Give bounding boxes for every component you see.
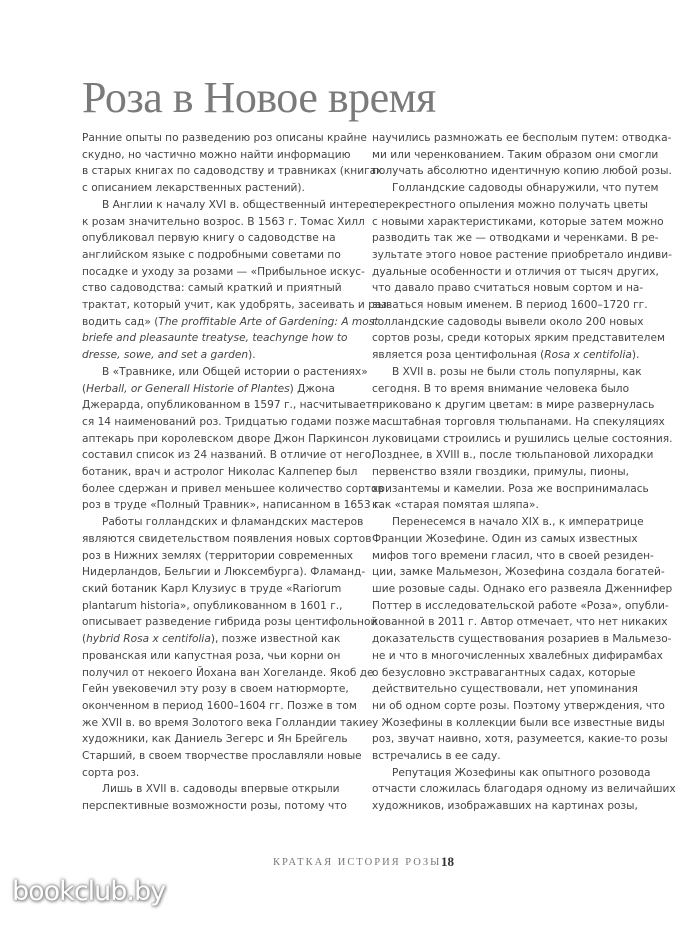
text-segment: ( [82, 382, 87, 395]
text-segment: ни об одном сорте розы. Поэтому утверждения, что [372, 699, 665, 712]
text-segment: что давало право считаться новым сортом и на- [372, 282, 644, 295]
italic-text: Rosa x centifolia [544, 349, 632, 362]
text-segment: описывает разведение гибрида розы центифольной [82, 616, 378, 629]
text-line [82, 447, 375, 464]
text-segment: посадке и уходу за розами — «Прибыльное искус- [82, 265, 365, 278]
text-line [82, 397, 376, 414]
text-line [82, 214, 372, 231]
text-segment: Лишь в XVII в. садоводы впервые открыли [102, 783, 340, 796]
text-line [82, 247, 372, 264]
text-line [372, 765, 657, 782]
text-segment: Работы голландских и фламандских мастеров [102, 516, 364, 529]
text-segment: мифов того времени гласил, что в своей резиден- [372, 549, 654, 562]
text-line [372, 581, 673, 598]
text-segment: составил список из 24 названий. В отличие от него, [82, 449, 375, 462]
text-line [82, 665, 372, 682]
text-segment: перспективные возможности розы, потому что [82, 800, 347, 813]
text-line [372, 614, 668, 631]
text-segment: не и что в многочисленных хвалебных дифирамбах [372, 649, 663, 662]
text-segment: встречались в ее саду. [372, 750, 501, 763]
text-segment: луковицами строились и рушились целые состояния. [372, 432, 673, 445]
text-segment: хризантемы и камелии. Роза же воспринималась [372, 482, 649, 495]
text-segment: plantarum historia», опубликованном в 1601 г., [82, 599, 343, 612]
text-line [82, 497, 383, 514]
text-line [372, 781, 676, 798]
text-segment: с новыми характеристиками, которые затем можно [372, 215, 664, 228]
text-line [372, 665, 657, 682]
text-segment: скудно, но частично можно найти информацию [82, 148, 351, 161]
text-segment: оконченном в период 1600–1604 гг. Позже в том [82, 699, 357, 712]
text-segment: ) Джона [289, 382, 335, 395]
text-line [372, 431, 673, 448]
text-line [372, 264, 657, 281]
text-line [82, 715, 372, 732]
text-segment: кованной в 2011 г. Автор отмечает, что нет никаких [372, 616, 668, 629]
text-line [372, 531, 657, 548]
text-segment: опубликовал первую книгу о садоводстве на [82, 232, 336, 245]
text-segment: ). [631, 349, 640, 362]
text-segment: отчасти сложилась благодаря одному из величайших [372, 783, 676, 796]
text-line [82, 364, 372, 381]
text-line [372, 548, 657, 565]
text-segment: ми или черенкованием. Таким образом они смогли [372, 148, 659, 161]
text-line [372, 214, 664, 231]
text-segment: Джерарда, опубликованном в 1597 г., насчитывает- [82, 399, 376, 412]
text-line [372, 230, 657, 247]
text-line [82, 297, 391, 314]
text-line [372, 715, 665, 732]
text-segment: же XVII в. во время Золотого века Голландии такие [82, 716, 373, 729]
watermark-logo: bookclub.by [12, 876, 166, 907]
text-segment: ). [248, 349, 256, 362]
text-line [82, 147, 372, 164]
text-segment: ство садоводства: самый краткий и приятный [82, 282, 342, 295]
text-segment: являются свидетельством появления новых сортов [82, 532, 372, 545]
text-line [82, 180, 372, 197]
text-segment: перекрестного опыления можно получать цветы [372, 198, 649, 211]
text-line [372, 147, 657, 164]
text-segment: действительно существовали, нет упоминания [372, 683, 638, 696]
text-line [372, 698, 665, 715]
text-segment: зываться новым именем. В период 1600–1720 гг. [372, 299, 648, 312]
text-segment: аптекарь при королевском дворе Джон Паркинсон [82, 432, 369, 445]
text-line [372, 481, 657, 498]
text-segment: В Англии к началу XVI в. общественный интерес [102, 198, 375, 211]
text-line [82, 347, 372, 364]
text-line [82, 731, 372, 748]
text-segment: ботаник, врач и астролог Николас Калпепер был [82, 466, 358, 479]
text-line [372, 731, 668, 748]
text-segment: Гейн увековечил эту розу в своем натюрморте, [82, 683, 349, 696]
text-line [372, 648, 663, 665]
text-segment: первенство взяли гвоздики, примулы, пионы, [372, 466, 629, 479]
text-segment: английском языке с подробными советами по [82, 248, 341, 261]
text-line [82, 381, 372, 398]
text-segment: приковано к другим цветам: в мире развернулась [372, 399, 655, 412]
italic-text: briefe and pleasaunte treatyse, teachynge how to [82, 332, 348, 345]
text-line [372, 280, 657, 297]
text-segment: В «Травнике, или Общей истории о растениях» [102, 365, 368, 378]
text-segment: Поттер в исследовательской работе «Роза», опубли- [372, 599, 669, 612]
running-title: КРАТКАЯ ИСТОРИЯ РОЗЫ [273, 857, 442, 868]
text-segment: Старший, в своем творчестве прославляли новые [82, 750, 362, 763]
text-line [82, 314, 379, 331]
text-segment: Перенесемся в начало XIX в., к императрице [392, 516, 644, 529]
text-line [82, 130, 372, 147]
text-segment: масштабная торговля тюльпанами. На спекуляциях [372, 415, 665, 428]
text-line [82, 614, 378, 631]
text-line [82, 681, 372, 698]
text-segment: трактат, который учит, как удобрять, засеивать и раз- [82, 299, 391, 312]
page-title: Роза в Новое время [82, 73, 436, 122]
text-segment: Позднее, в XVIII в., после тюльпановой лихорадки [372, 449, 654, 462]
text-line [82, 230, 372, 247]
text-segment: у Жозефины в коллекции были все известные виды [372, 716, 665, 729]
page-number: 18 [441, 854, 454, 869]
text-line [372, 381, 657, 398]
text-segment: Нидерландов, Бельгии и Люксембурга). Фламанд- [82, 566, 366, 579]
text-segment: водить сад» ( [82, 315, 159, 328]
text-segment: ( [82, 633, 87, 646]
text-line [372, 748, 657, 765]
text-line [372, 180, 657, 197]
italic-text: hybrid Rosa x centifolia [86, 633, 211, 646]
text-line [82, 464, 372, 481]
text-line [82, 748, 372, 765]
text-line [372, 130, 672, 147]
text-segment: художники, как Даниель Зегерс и Ян Брейгель [82, 733, 348, 746]
text-line [82, 414, 372, 431]
text-segment: художников, изображавших на картинах розы, [372, 800, 638, 813]
text-line [372, 447, 657, 464]
text-segment: в старых книгах по садоводству и травниках (книгах [82, 165, 383, 178]
text-line [372, 681, 657, 698]
text-segment: Франции Жозефине. Один из самых известных [372, 532, 638, 545]
text-segment: получил от некоего Йохана ван Хогеланде. Якоб де [82, 666, 374, 679]
text-line [372, 497, 657, 514]
text-line [82, 264, 372, 281]
text-segment: ), позже известной как [210, 633, 341, 646]
italic-text: Herball, or Generall Historie of Plantes [86, 382, 290, 395]
text-line [82, 163, 383, 180]
text-line [82, 548, 372, 565]
text-segment: как «старая помятая шляпа». [372, 499, 539, 512]
text-line [372, 330, 665, 347]
text-line [372, 514, 657, 531]
text-line [82, 197, 375, 214]
text-line [82, 781, 372, 798]
text-segment: получать абсолютно идентичную копию любой розы. [372, 165, 672, 178]
text-segment: доказательств существования розариев в Мальмезо- [372, 633, 672, 646]
text-segment: сортов розы, среди которых ярким представителем [372, 332, 665, 345]
text-line [82, 280, 372, 297]
text-segment: прованская или капустная роза, чьи корни он [82, 649, 341, 662]
text-segment: разводить так же — отводками и черенками. В ре- [372, 232, 659, 245]
text-line [82, 514, 372, 531]
right-text-column [372, 130, 676, 815]
text-line [82, 765, 372, 782]
text-segment: с описанием лекарственных растений). [82, 182, 305, 195]
text-line [82, 698, 372, 715]
italic-text: dresse, sowe, and set a garden [82, 349, 249, 362]
text-line [372, 464, 657, 481]
text-segment: роз в труде «Полный Травник», написанном в 1653 г. [82, 499, 383, 512]
text-segment: ский ботаник Карл Клузиус в труде «Rariorum [82, 582, 342, 595]
left-text-column [82, 130, 391, 815]
text-segment: ся 14 наименований роз. Тридцатью годами позже [82, 415, 371, 428]
text-segment: В XVII в. розы не были столь популярны, как [392, 365, 642, 378]
text-line [372, 347, 657, 364]
text-segment: сорта роз. [82, 766, 140, 779]
text-line [372, 414, 665, 431]
text-segment: голландские садоводы вывели около 200 новых [372, 315, 644, 328]
text-line [372, 297, 657, 314]
text-line [82, 798, 372, 815]
text-segment: зультате этого новое растение приобретало индиви- [372, 248, 673, 261]
text-line [372, 564, 665, 581]
text-segment: роз в Нижних землях (территории современных [82, 549, 354, 562]
text-line [82, 648, 372, 665]
text-line [372, 247, 673, 264]
text-segment: является роза центифольная ( [372, 349, 545, 362]
italic-text: The proffitable Arte of Gardening: A most [158, 315, 379, 328]
text-line [372, 798, 657, 815]
text-segment: научились размножать ее бесполым путем: отводка- [372, 132, 672, 144]
text-segment: сегодня. В то время внимание человека было [372, 382, 630, 395]
text-segment: Репутация Жозефины как опытного розовода [392, 766, 651, 779]
text-segment: роз, звучат наивно, хотя, разумеется, какие-то розы [372, 733, 668, 746]
text-line [372, 631, 672, 648]
text-segment: дуальные особенности и отличия от тысяч других, [372, 265, 659, 278]
text-line [372, 364, 657, 381]
text-line [82, 631, 372, 648]
text-line [82, 564, 372, 581]
text-line [82, 431, 372, 448]
text-segment: Голландские садоводы обнаружили, что путем [392, 182, 659, 195]
text-segment: более сдержан и привел меньшее количество сортов [82, 482, 384, 495]
text-line [82, 581, 372, 598]
text-segment: шие розовые сады. Однако его развеяла Дженнифер [372, 582, 673, 595]
text-segment: к розам значительно возрос. В 1563 г. Томас Хилл [82, 215, 365, 228]
text-segment: ции, замке Мальмезон, Жозефина создала богатей- [372, 566, 665, 579]
text-line [372, 397, 657, 414]
text-line [372, 314, 657, 331]
text-segment: Ранние опыты по разведению роз описаны крайне [82, 132, 367, 144]
text-line [372, 598, 669, 615]
text-line [372, 163, 672, 180]
text-line [82, 531, 372, 548]
text-line [82, 330, 372, 347]
text-segment: о безусловно экстравагантных садах, которые [372, 666, 636, 679]
text-line [82, 481, 384, 498]
text-line [372, 197, 657, 214]
text-line [82, 598, 372, 615]
